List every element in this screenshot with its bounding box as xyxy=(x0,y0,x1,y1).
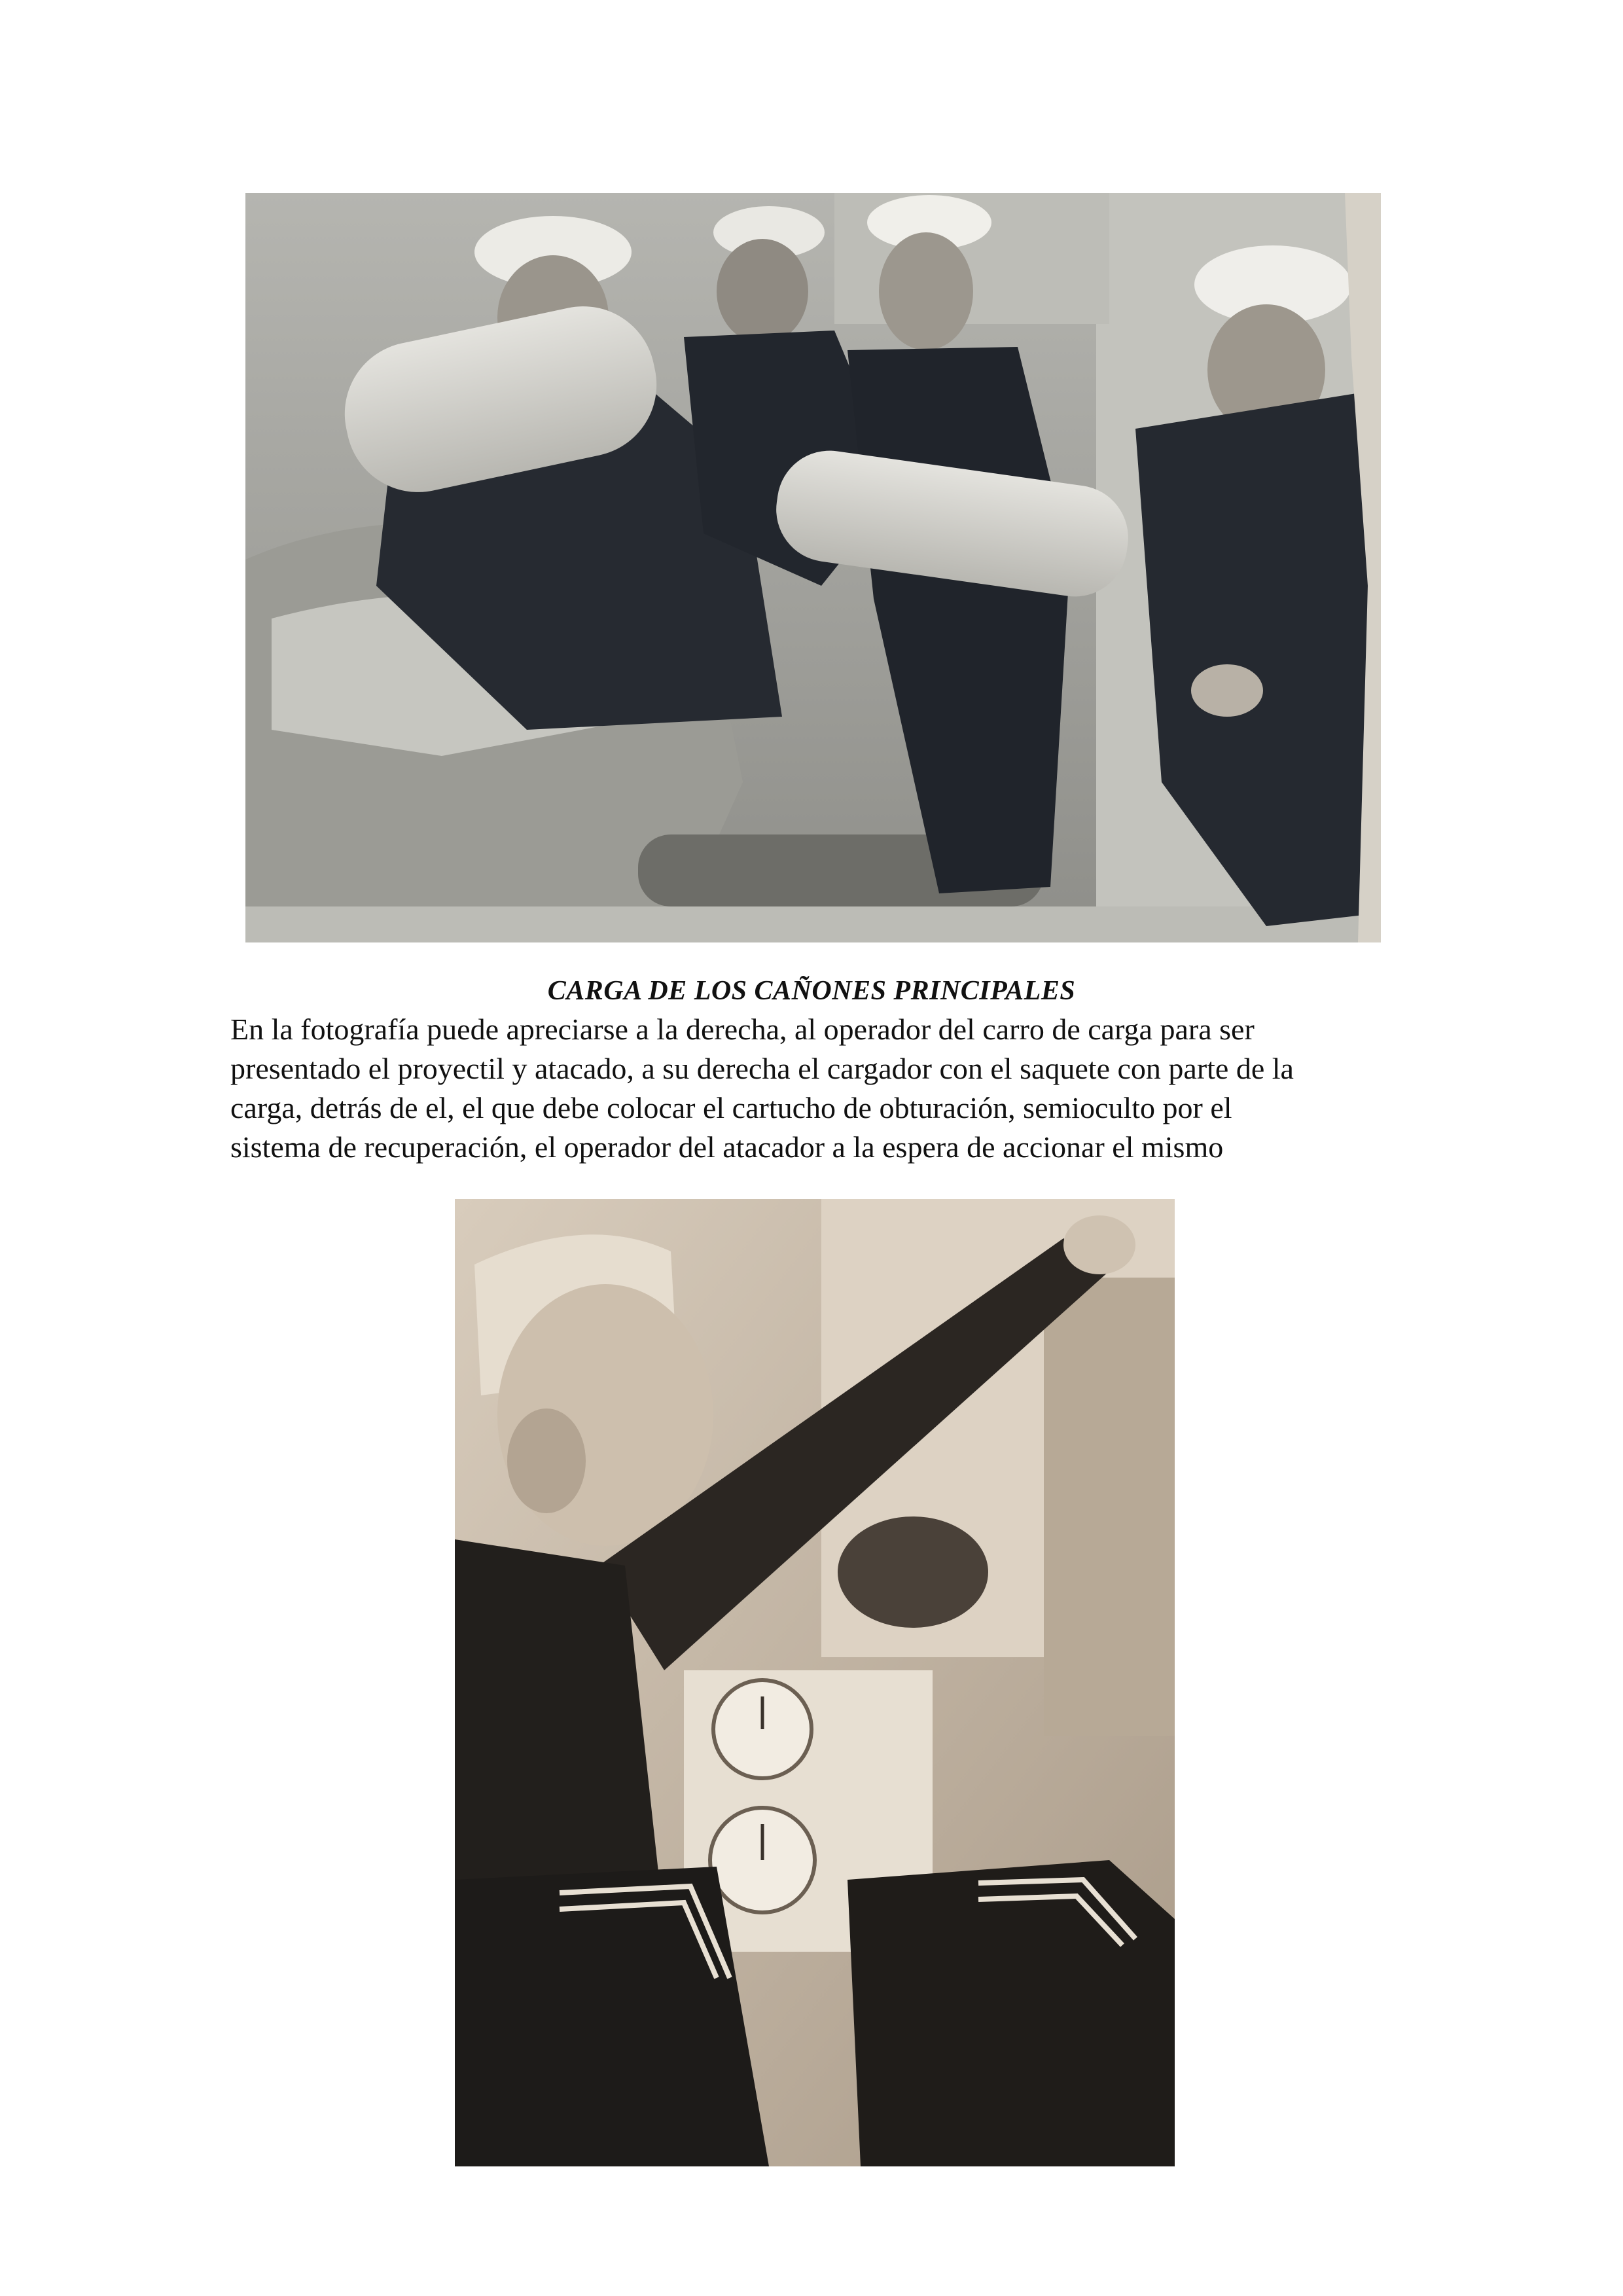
body-line: carga, detrás de el, el que debe colocar el cartucho de obturación, semioculto por el xyxy=(230,1091,1232,1124)
photo-top-illustration xyxy=(245,193,1381,942)
body-line: sistema de recuperación, el operador del atacador a la espera de accionar el mismo xyxy=(230,1130,1224,1164)
photo-bottom-illustration xyxy=(455,1199,1175,2166)
photo-loading-main-guns xyxy=(245,193,1381,942)
photo-breech-operation xyxy=(455,1199,1175,2166)
photo-caption: CARGA DE LOS CAÑONES PRINCIPALES xyxy=(547,976,1076,1006)
body-paragraph xyxy=(230,1010,1421,1167)
body-line: En la fotografía puede apreciarse a la derecha, al operador del carro de carga para ser xyxy=(230,1013,1255,1046)
body-line: presentado el proyectil y atacado, a su derecha el cargador con el saquete con parte de la xyxy=(230,1052,1294,1085)
